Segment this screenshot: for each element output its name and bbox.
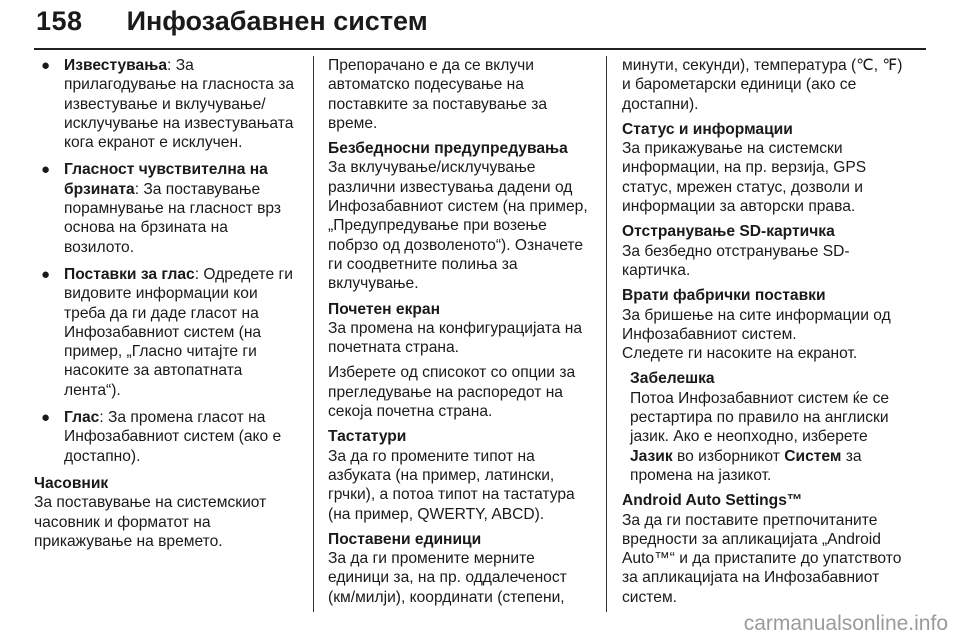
section-heading-sd: Отстранување SD-картичка <box>622 223 835 241</box>
section-text-units: За да ги промените мерните единици за, на пр. оддалеченост (км/милји), координати (степени, <box>328 550 567 606</box>
bullet-item <box>34 56 296 152</box>
note-box <box>622 369 912 485</box>
bullet-text: : Одредете ги видовите информации кои треба да ги даде гласот на Инфозабавниот систем (на пример, „Гласно читајте ги насоките за автопатната лента“). <box>64 265 293 399</box>
section-text-clock: За поставување на системскиот часовник и форматот на прикажување на времето. <box>34 494 267 550</box>
note-lang-term: Јазик <box>630 447 673 465</box>
bullet-term: Поставки за глас <box>64 265 195 283</box>
page-number: 158 <box>36 6 83 36</box>
section-text-safety: За вклучување/исклучување различни известувања дадени од Инфозабавниот систем (на пример, „Предупредување при возење побрзо од дозволеното“). Означете ги соодветните полиња за вклучување. <box>328 159 588 293</box>
section-text-factory-2: Следете ги насоките на екранот. <box>622 345 858 363</box>
bullet-term: Глас <box>64 409 100 427</box>
note-text <box>630 389 912 485</box>
bullet-item <box>34 265 296 400</box>
column-1 <box>34 56 296 556</box>
section-text-keyboards: За да го промените типот на азбуката (на пример, латински, грчки), а потоа типот на тастатура (на пример, QWERTY, ABCD). <box>328 447 575 523</box>
section-text-status: За прикажување на системски информации, на пр. верзија, GPS статус, мрежен статус, дозволи и информации за авторски права. <box>622 140 867 216</box>
column-3 <box>622 56 912 607</box>
section-heading-factory: Врати фабрички поставки <box>622 287 826 305</box>
bullet-item <box>34 160 296 256</box>
section-heading-units: Поставени единици <box>328 530 482 548</box>
section-text-factory-1: За бришење на сите информации од Инфозабавниот систем. <box>622 306 891 343</box>
note-text-b: во изборникот <box>672 447 785 465</box>
section-heading-clock: Часовник <box>34 474 109 492</box>
bullet-item <box>34 408 296 466</box>
section-text-home-1: За промена на конфигурацијата на почетната страна. <box>328 319 583 357</box>
column-divider-1 <box>313 56 314 612</box>
intro-text: Препорачано е да се вклучи автоматско подесување на поставките за поставување за време. <box>328 57 548 132</box>
page-title: Инфозабавнен систем <box>126 6 428 36</box>
bullet-term: Известувања <box>64 57 168 74</box>
note-text-c: за промена на јазикот. <box>630 447 862 484</box>
section-text-home-2: Изберете од списокот со опции за прегледување на распоредот на секоја почетна страна. <box>328 364 576 421</box>
bullet-text: : За поставување порамнување на гласност врз основа на брзината на возилото. <box>64 180 282 256</box>
section-text-sd: За безбедно отстранување SD-картичка. <box>622 242 850 279</box>
column-2 <box>328 56 594 607</box>
header-rule <box>34 48 926 50</box>
section-heading-android-auto: Android Auto Settings™ <box>622 492 803 510</box>
page-header <box>36 6 428 46</box>
bullet-text: : За прилагодување на гласноста за известување и вклучување/исклучување на известувањата кога екранот е исклучен. <box>64 57 295 152</box>
note-text-a: Потоа Инфозабавниот систем ќе се рестартира по правило на англиски јазик. Ако е неопходно, изберете <box>630 389 890 446</box>
bullet-term: Гласност чувствителна на брзината <box>64 161 268 198</box>
section-heading-home: Почетен екран <box>328 300 441 318</box>
section-heading-safety: Безбедносни предупредувања <box>328 140 568 158</box>
bullet-dot-icon: ● <box>41 409 51 427</box>
note-system-term: Систем <box>784 447 842 465</box>
bullet-dot-icon: ● <box>41 265 51 283</box>
bullet-text: : За промена гласот на Инфозабавниот систем (ако е достапно). <box>64 409 282 465</box>
column-divider-2 <box>606 56 607 612</box>
section-text-units-cont: минути, секунди), температура (℃, ℉) и барометарски единици (ако се достапни). <box>622 57 903 113</box>
section-text-android-auto: За да ги поставите претпочитаните вредности за апликацијата „Android Auto™“ и да пристапите до упатството за апликацијата на Инфозабавниот систем. <box>622 511 902 606</box>
watermark: carmanualsonline.info <box>743 612 948 635</box>
section-heading-status: Статус и информации <box>622 120 793 138</box>
section-heading-keyboards: Тастатури <box>328 428 407 446</box>
bullet-dot-icon: ● <box>41 57 51 74</box>
note-heading: Забелешка <box>630 370 715 388</box>
bullet-dot-icon: ● <box>41 161 51 179</box>
